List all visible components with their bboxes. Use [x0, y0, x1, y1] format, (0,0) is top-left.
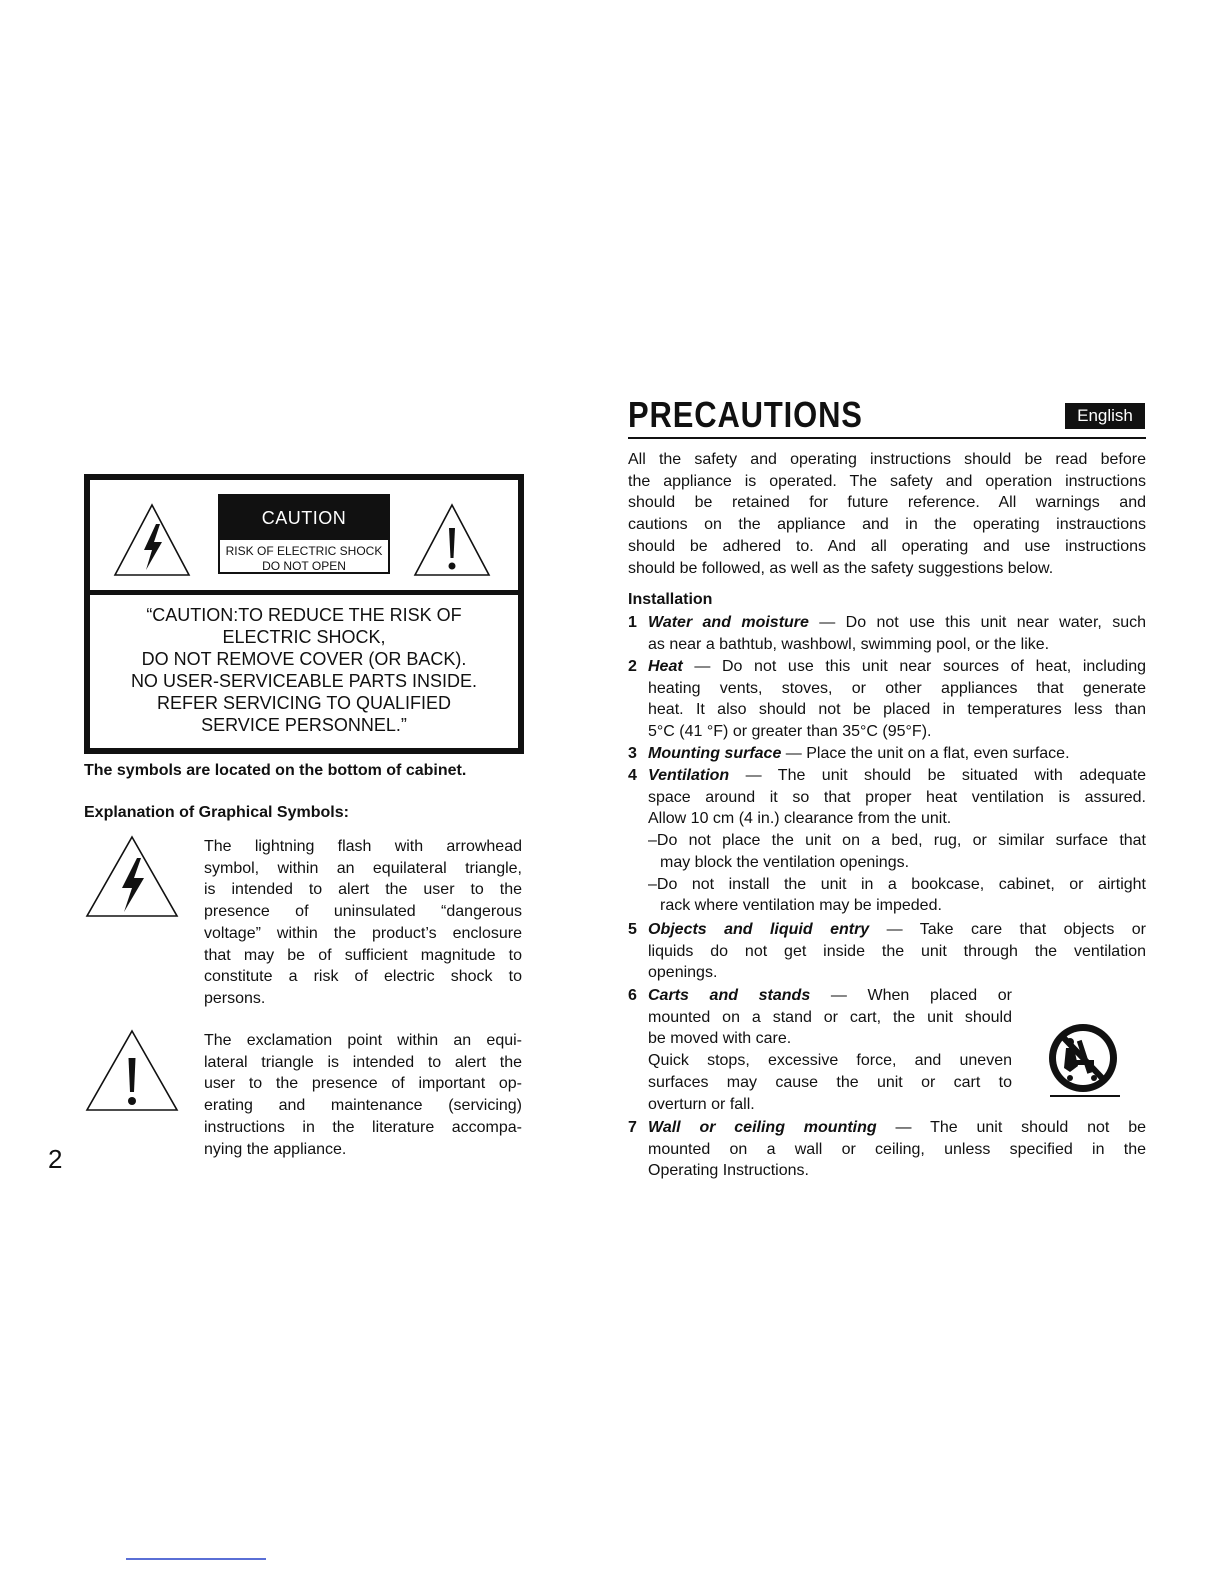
- text-line: surfaces may cause the unit or cart to: [648, 1073, 1012, 1091]
- text-line: nying the appliance.: [204, 1140, 347, 1158]
- caution-message-line: SERVICE PERSONNEL.”: [201, 715, 407, 735]
- text-line: should be retained for future reference. All warnings and: [628, 494, 1146, 512]
- caution-message-line: NO USER-SERVICEABLE PARTS INSIDE.: [130, 671, 478, 691]
- item-number: 6: [628, 987, 637, 1004]
- caution-panel-top: [90, 480, 518, 594]
- lightning-triangle-icon: [112, 502, 192, 578]
- exclamation-explanation: [204, 1030, 522, 1160]
- precaution-item-water: [648, 612, 1146, 655]
- text-line: — The unit should not be: [876, 1119, 1147, 1136]
- text-line: may block the ventilation openings.: [660, 853, 910, 871]
- installation-heading: Installation: [628, 591, 713, 608]
- cart-tipover-icon: [1040, 1022, 1126, 1100]
- item-number: 4: [628, 767, 637, 784]
- text-line: instructions in the literature accompa-: [204, 1118, 522, 1136]
- text-line: — Place the unit on a flat, even surface.: [781, 745, 1070, 762]
- intro-paragraph: [628, 449, 1146, 579]
- text-line: be moved with care.: [648, 1030, 792, 1048]
- text-line: should be followed, as well as the safety suggestions below.: [628, 559, 1054, 577]
- precaution-item-objects-liquid: [648, 919, 1146, 984]
- text-line: should be adhered to. And all operating and use instructions: [628, 537, 1146, 555]
- caution-label-heading: CAUTION: [220, 496, 388, 540]
- caution-message: [100, 604, 508, 736]
- text-line: — Do not use this unit near water, such: [808, 614, 1147, 631]
- text-line: –Do not install the unit in a bookcase, cabinet, or airtight: [648, 875, 1146, 893]
- text-line: presence of uninsulated “dangerous: [204, 903, 522, 921]
- item-keyword: Objects and liquid entry: [648, 921, 870, 938]
- lightning-explanation: [204, 836, 522, 1010]
- text-line: Allow 10 cm (4 in.) clearance from the unit.: [648, 810, 952, 828]
- text-line: user to the presence of important op-: [204, 1075, 522, 1093]
- text-line: heating vents, stoves, or other appliances that generate: [648, 679, 1146, 697]
- text-line: — Do not use this unit near sources of heat, including: [682, 658, 1146, 675]
- text-line: liquids do not get inside the unit through the ventilation: [648, 942, 1146, 960]
- explanation-heading: Explanation of Graphical Symbols:: [84, 804, 349, 821]
- caution-message-line: ELECTRIC SHOCK,: [222, 627, 386, 647]
- text-line: Operating Instructions.: [648, 1162, 809, 1180]
- caution-message-line: DO NOT REMOVE COVER (OR BACK).: [141, 649, 467, 669]
- precaution-item-mounting-surface: [648, 743, 1146, 765]
- text-line: — The unit should be situated with adequate: [729, 767, 1146, 784]
- text-line: persons.: [204, 989, 266, 1007]
- text-line: overturn or fall.: [648, 1095, 755, 1113]
- item-keyword: Carts and stands: [648, 987, 811, 1004]
- caution-divider: [90, 590, 518, 595]
- text-line: mounted on a stand or cart, the unit should: [648, 1008, 1012, 1026]
- text-line: openings.: [648, 964, 718, 982]
- text-line: voltage” within the product’s enclosure: [204, 924, 522, 942]
- exclamation-triangle-icon: [84, 1028, 180, 1114]
- text-line: space around it so that proper heat ventilation is assured.: [648, 788, 1146, 806]
- text-line: that may be of sufficient magnitude to: [204, 946, 522, 964]
- text-line: lateral triangle is intended to alert the: [204, 1053, 522, 1071]
- item-number: 3: [628, 745, 637, 762]
- title-rule: [628, 437, 1146, 439]
- text-line: constitute a risk of electric shock to: [204, 968, 522, 986]
- precaution-item-heat: [648, 656, 1146, 743]
- precaution-item-carts-stands: [648, 985, 1012, 1115]
- caution-panel: [84, 474, 524, 754]
- text-line: — When placed or: [810, 987, 1013, 1004]
- precaution-item-wall-ceiling: [648, 1117, 1146, 1182]
- caution-label-line-2: DO NOT OPEN: [262, 559, 346, 573]
- text-line: cautions on the appliance and in the operating instrauctions: [628, 516, 1146, 534]
- text-line: is intended to alert the user to the: [204, 881, 522, 899]
- text-line: The exclamation point within an equi-: [204, 1032, 522, 1049]
- caution-message-line: “CAUTION:TO REDUCE THE RISK OF: [146, 605, 462, 625]
- text-line: 5°C (41 °F) or greater than 35°C (95°F).: [648, 723, 932, 741]
- item-keyword: Water and moisture: [648, 614, 809, 631]
- item-keyword: Mounting surface: [648, 745, 782, 762]
- text-line: the appliance is operated. The safety and operation instructions: [628, 472, 1146, 490]
- page-title: PRECAUTIONS: [628, 394, 863, 435]
- item-number: 7: [628, 1119, 637, 1136]
- item-number: 2: [628, 658, 637, 675]
- language-badge: English: [1065, 403, 1145, 429]
- text-line: –Do not place the unit on a bed, rug, or similar surface that: [648, 832, 1146, 850]
- item-keyword: Ventilation: [648, 767, 730, 784]
- caution-label-line-1: RISK OF ELECTRIC SHOCK: [225, 544, 383, 558]
- page-number: 2: [48, 1144, 63, 1174]
- precaution-item-ventilation: [648, 765, 1146, 917]
- text-line: All the safety and operating instructions should be read before: [628, 451, 1146, 468]
- text-line: Quick stops, excessive force, and uneven: [648, 1052, 1012, 1070]
- text-line: mounted on a wall or ceiling, unless specified in the: [648, 1140, 1146, 1158]
- text-line: symbol, within an equilateral triangle,: [204, 859, 522, 877]
- item-keyword: Wall or ceiling mounting: [648, 1119, 877, 1136]
- text-line: as near a bathtub, washbowl, swimming pool, or the like.: [648, 635, 1050, 653]
- item-number: 1: [628, 614, 637, 631]
- text-line: The lightning flash with arrowhead: [204, 838, 522, 855]
- text-line: — Take care that objects or: [869, 921, 1147, 938]
- item-number: 5: [628, 921, 637, 938]
- item-keyword: Heat: [648, 658, 683, 675]
- text-line: heat. It also should not be placed in temperatures less than: [648, 701, 1146, 719]
- caution-label: [218, 494, 390, 574]
- exclamation-triangle-icon: [412, 502, 492, 578]
- text-line: rack where ventilation may be impeded.: [660, 897, 942, 915]
- caution-message-line: REFER SERVICING TO QUALIFIED: [156, 693, 452, 713]
- symbols-location-note: The symbols are located on the bottom of cabinet.: [84, 762, 467, 779]
- lightning-triangle-icon: [84, 834, 180, 920]
- footer-rule: [126, 1558, 266, 1560]
- text-line: erating and maintenance (servicing): [204, 1097, 522, 1115]
